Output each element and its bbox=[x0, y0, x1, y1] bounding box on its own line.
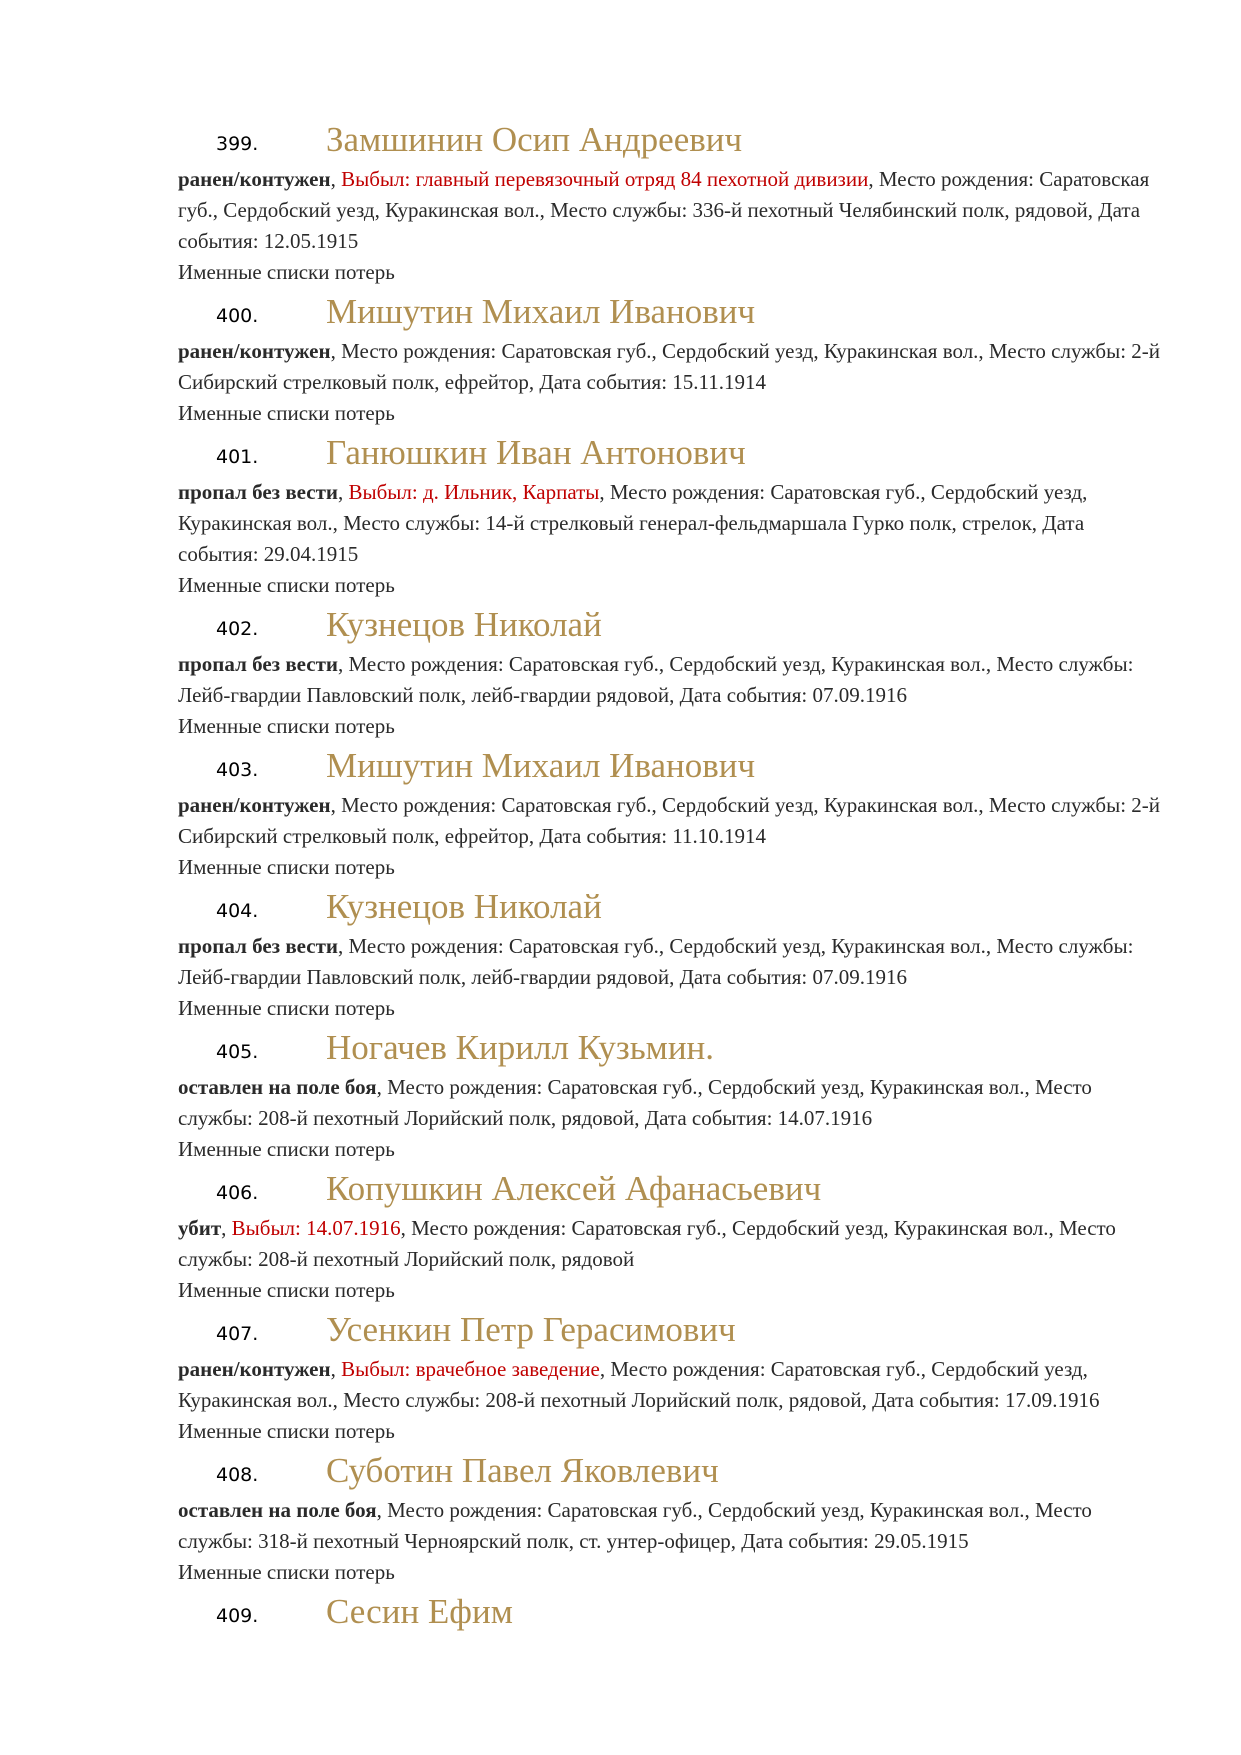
details-text: Место рождения: Саратовская губ., Сердобский уезд, Куракинская вол., Место службы: Лейб-гвардии Павловский полк, лейб-гвардии рядовой, Дата события: 07.09.1916 bbox=[178, 652, 1134, 707]
entry-heading bbox=[178, 116, 1168, 160]
entry-details bbox=[178, 336, 1168, 398]
details-text: Место рождения: Саратовская губ., Сердобский уезд, Куракинская вол., Место службы: 336-й пехотный Челябинский полк, рядовой, Дата события: 12.05.1915 bbox=[178, 167, 1150, 253]
casualty-status: ранен/контужен bbox=[178, 1357, 331, 1381]
list-item bbox=[178, 601, 1168, 742]
separator: , bbox=[599, 1357, 611, 1381]
person-name: Ганюшкин Иван Антонович bbox=[326, 433, 746, 472]
person-name: Сесин Ефим bbox=[326, 1592, 513, 1631]
details-text: Место рождения: Саратовская губ., Сердобский уезд, Куракинская вол., Место службы: 208-й пехотный Лорийский полк, рядовой, Дата события: 17.09.1916 bbox=[178, 1357, 1100, 1412]
separator: , bbox=[376, 1075, 388, 1099]
details-text: Место рождения: Саратовская губ., Сердобский уезд, Куракинская вол., Место службы: Лейб-гвардии Павловский полк, лейб-гвардии рядовой, Дата события: 07.09.1916 bbox=[178, 934, 1134, 989]
person-name: Мишутин Михаил Иванович bbox=[326, 292, 756, 331]
details-text: Место рождения: Саратовская губ., Сердобский уезд, Куракинская вол., Место службы: 318-й пехотный Черноярский полк, ст. унтер-офицер, Дата события: 29.05.1915 bbox=[178, 1498, 1092, 1553]
entry-details bbox=[178, 1495, 1168, 1557]
person-name: Кузнецов Николай bbox=[326, 605, 602, 644]
list-item bbox=[178, 1306, 1168, 1447]
entry-number: 401. bbox=[216, 446, 259, 468]
separator: , bbox=[599, 480, 610, 504]
casualty-list bbox=[178, 116, 1168, 1632]
separator: , bbox=[330, 1357, 342, 1381]
entry-heading bbox=[178, 1024, 1168, 1068]
entry-heading bbox=[178, 883, 1168, 927]
entry-heading bbox=[178, 601, 1168, 645]
source-label: Именные списки потерь bbox=[178, 855, 395, 879]
separator: , bbox=[337, 652, 349, 676]
dropout-info: Выбыл: 14.07.1916 bbox=[231, 1216, 401, 1240]
source-label: Именные списки потерь bbox=[178, 996, 395, 1020]
entry-number: 403. bbox=[216, 759, 259, 781]
source-label: Именные списки потерь bbox=[178, 1560, 395, 1584]
details-text: Место рождения: Саратовская губ., Сердобский уезд, Куракинская вол., Место службы: 2-й Сибирский стрелковый полк, ефрейтор, Дата события: 15.11.1914 bbox=[178, 339, 1161, 394]
dropout-info: Выбыл: главный перевязочный отряд 84 пехотной дивизии bbox=[341, 167, 869, 191]
entry-number: 405. bbox=[216, 1041, 259, 1063]
person-name: Суботин Павел Яковлевич bbox=[326, 1451, 719, 1490]
separator: , bbox=[400, 1216, 412, 1240]
separator: , bbox=[868, 167, 879, 191]
entry-number: 402. bbox=[216, 618, 259, 640]
casualty-status: ранен/контужен bbox=[178, 167, 331, 191]
source-label: Именные списки потерь bbox=[178, 260, 395, 284]
source-label: Именные списки потерь bbox=[178, 714, 395, 738]
separator: , bbox=[330, 167, 342, 191]
entry-details bbox=[178, 1354, 1168, 1416]
person-name: Замшинин Осип Андреевич bbox=[326, 120, 743, 159]
entry-details bbox=[178, 477, 1168, 570]
entry-heading bbox=[178, 429, 1168, 473]
dropout-info: Выбыл: врачебное заведение bbox=[341, 1357, 600, 1381]
separator: , bbox=[330, 339, 342, 363]
source-label: Именные списки потерь bbox=[178, 401, 395, 425]
entry-number: 406. bbox=[216, 1182, 259, 1204]
entry-number: 408. bbox=[216, 1464, 259, 1486]
casualty-status: убит bbox=[178, 1216, 222, 1240]
separator: , bbox=[337, 480, 349, 504]
entry-details bbox=[178, 649, 1168, 711]
list-item bbox=[178, 429, 1168, 601]
details-text: Место рождения: Саратовская губ., Сердобский уезд, Куракинская вол., Место службы: 208-й пехотный Лорийский полк, рядовой bbox=[178, 1216, 1116, 1271]
list-item bbox=[178, 116, 1168, 288]
casualty-status: ранен/контужен bbox=[178, 793, 331, 817]
separator: , bbox=[221, 1216, 232, 1240]
entry-heading bbox=[178, 288, 1168, 332]
entry-number: 404. bbox=[216, 900, 259, 922]
details-text: Место рождения: Саратовская губ., Сердобский уезд, Куракинская вол., Место службы: 2-й Сибирский стрелковый полк, ефрейтор, Дата события: 11.10.1914 bbox=[178, 793, 1161, 848]
separator: , bbox=[330, 793, 342, 817]
source-label: Именные списки потерь bbox=[178, 1419, 395, 1443]
person-name: Копушкин Алексей Афанасьевич bbox=[326, 1169, 822, 1208]
casualty-status: оставлен на поле боя bbox=[178, 1498, 377, 1522]
entry-details bbox=[178, 931, 1168, 993]
details-text: Место рождения: Саратовская губ., Сердобский уезд, Куракинская вол., Место службы: 208-й пехотный Лорийский полк, рядовой, Дата события: 14.07.1916 bbox=[178, 1075, 1092, 1130]
entry-details bbox=[178, 790, 1168, 852]
document-page bbox=[178, 116, 1168, 1632]
entry-details bbox=[178, 1072, 1168, 1134]
entry-heading bbox=[178, 742, 1168, 786]
list-item bbox=[178, 1165, 1168, 1306]
entry-number: 399. bbox=[216, 133, 259, 155]
source-label: Именные списки потерь bbox=[178, 573, 395, 597]
list-item bbox=[178, 742, 1168, 883]
entry-heading bbox=[178, 1306, 1168, 1350]
list-item bbox=[178, 883, 1168, 1024]
casualty-status: пропал без вести bbox=[178, 480, 338, 504]
casualty-status: ранен/контужен bbox=[178, 339, 331, 363]
entry-number: 400. bbox=[216, 305, 259, 327]
entry-heading bbox=[178, 1588, 1168, 1632]
entry-heading bbox=[178, 1165, 1168, 1209]
entry-number: 409. bbox=[216, 1605, 259, 1627]
list-item bbox=[178, 288, 1168, 429]
person-name: Ногачев Кирилл Кузьмин. bbox=[326, 1028, 715, 1067]
details-text: Место рождения: Саратовская губ., Сердобский уезд, Куракинская вол., Место службы: 14-й стрелковый генерал-фельдмаршала Гурко полк, стрелок, Дата события: 29.04.1915 bbox=[178, 480, 1088, 566]
person-name: Кузнецов Николай bbox=[326, 887, 602, 926]
person-name: Усенкин Петр Герасимович bbox=[326, 1310, 736, 1349]
list-item bbox=[178, 1447, 1168, 1588]
casualty-status: пропал без вести bbox=[178, 934, 338, 958]
casualty-status: оставлен на поле боя bbox=[178, 1075, 377, 1099]
list-item bbox=[178, 1024, 1168, 1165]
entry-details bbox=[178, 1213, 1168, 1275]
casualty-status: пропал без вести bbox=[178, 652, 338, 676]
entry-details bbox=[178, 164, 1168, 257]
source-label: Именные списки потерь bbox=[178, 1278, 395, 1302]
entry-heading bbox=[178, 1447, 1168, 1491]
person-name: Мишутин Михаил Иванович bbox=[326, 746, 756, 785]
dropout-info: Выбыл: д. Ильник, Карпаты bbox=[348, 480, 600, 504]
list-item bbox=[178, 1588, 1168, 1632]
separator: , bbox=[376, 1498, 388, 1522]
separator: , bbox=[337, 934, 349, 958]
source-label: Именные списки потерь bbox=[178, 1137, 395, 1161]
entry-number: 407. bbox=[216, 1323, 259, 1345]
